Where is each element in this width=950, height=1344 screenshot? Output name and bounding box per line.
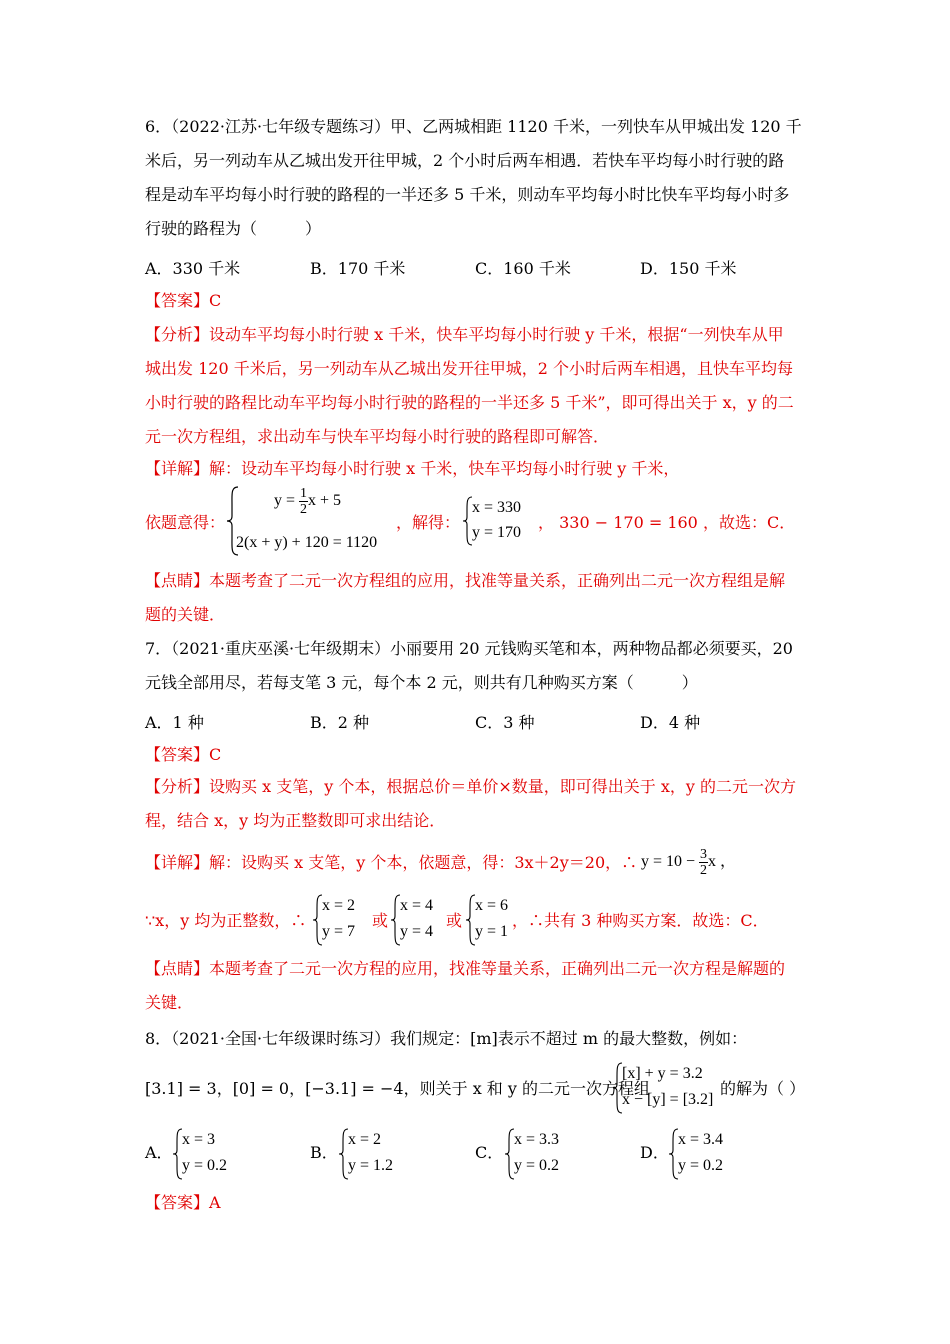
q7-or-2: 或 bbox=[446, 911, 463, 930]
q8-option-d-label: D． bbox=[640, 1143, 669, 1162]
q8-stem-line2: [3.1] = 3，[0] = 0，[−3.1] = −4，则关于 x 和 y 的二元一次方程组 bbox=[145, 1079, 651, 1098]
q8-equation-system: [x] + y = 3.2 x − [y] = [3.2] bbox=[612, 1062, 722, 1114]
q7-answer: 【答案】C bbox=[145, 745, 222, 764]
q7-option-d: D．4 种 bbox=[640, 713, 701, 732]
q8-option-a: x = 3 y = 0.2 bbox=[172, 1128, 262, 1180]
q8-option-c: x = 3.3 y = 0.2 bbox=[504, 1128, 594, 1180]
fraction: $\frac{3}{2}$ bbox=[700, 846, 708, 878]
q6-equation-system bbox=[226, 486, 396, 556]
q7-or-1: 或 bbox=[372, 911, 389, 930]
q8-answer: 【答案】A bbox=[145, 1193, 221, 1212]
q6-detail-label: 【详解】 bbox=[145, 459, 210, 478]
q6-option-b: B．170 千米 bbox=[310, 259, 406, 278]
q8-option-b-label: B． bbox=[310, 1143, 338, 1162]
q6-option-a: A．330 千米 bbox=[145, 259, 241, 278]
q6-analysis-line2: 城出发 120 千米后，另一列动车从乙城出发开往甲城，2 个小时后两车相遇，且快车平均每 bbox=[145, 359, 793, 378]
q6-solve-text: ，解得： bbox=[396, 513, 461, 532]
q6-sol-row2: y = 170 bbox=[472, 524, 522, 541]
q6-note-line1: 【点睛】本题考查了二元一次方程组的应用，找准等量关系，正确列出二元一次方程组是解 bbox=[145, 571, 786, 590]
q6-detail-line1: 【详解】解：设动车平均每小时行驶 x 千米，快车平均每小时行驶 y 千米， bbox=[145, 459, 680, 478]
q7-analysis-line2: 程，结合 x，y 均为正整数即可求出结论． bbox=[145, 811, 446, 830]
q6-eq-row2: 2(x + y) + 120 = 1120 bbox=[236, 534, 378, 551]
q7-option-c: C．3 种 bbox=[475, 713, 535, 732]
q7-note-line1: 【点睛】本题考查了二元一次方程的应用，找准等量关系，正确列出二元一次方程是解题的 bbox=[145, 959, 786, 978]
q6-stem-line1: 6．（2022·江苏·七年级专题练习）甲、乙两城相距 1120 千米，一列快车从甲城出发 120 千 bbox=[145, 117, 802, 136]
q6-answer: 【答案】C bbox=[145, 291, 222, 310]
q7-analysis-line1: 【分析】设购买 x 支笔，y 个本，根据总价＝单价×数量，即可得出关于 x，y 的二元一次方 bbox=[145, 777, 796, 796]
q6-analysis-line3: 小时行驶的路程比动车平均每小时行驶的路程的一半还多 5 千米”，即可得出关于 x，y 的二 bbox=[145, 393, 794, 412]
q7-solution-3: x = 6 y = 1 bbox=[465, 894, 525, 946]
q7-analysis-label: 【分析】 bbox=[145, 777, 210, 796]
q6-calc: ， 330 − 170 = 160 ，故选：C． bbox=[538, 513, 796, 532]
q6-solution-system bbox=[462, 496, 542, 546]
q7-detail-label: 【详解】 bbox=[145, 853, 210, 872]
q6-stem-line4: 行驶的路程为（ ） bbox=[145, 219, 322, 238]
q6-option-c: C．160 千米 bbox=[475, 259, 571, 278]
q7-note-label: 【点睛】 bbox=[145, 959, 210, 978]
q8-option-b: x = 2 y = 1.2 bbox=[338, 1128, 428, 1180]
q7-detail-equation: y = 10 − $\frac{3}{2}$ x ， bbox=[641, 846, 737, 878]
q7-stem-line2: 元钱全部用尽，若每支笔 3 元，每个本 2 元，则共有几种购买方案（ ） bbox=[145, 673, 698, 692]
q6-analysis-label: 【分析】 bbox=[145, 325, 210, 344]
q7-option-b: B．2 种 bbox=[310, 713, 370, 732]
q6-note-label: 【点睛】 bbox=[145, 571, 210, 590]
q6-eq-row1: y = $\frac{1}{2}$ x + 5 bbox=[274, 486, 342, 517]
q7-note-line2: 关键． bbox=[145, 993, 194, 1012]
q7-detail-line1: 【详解】解：设购买 x 支笔，y 个本，依题意，得：3x＋2y＝20，∴ bbox=[145, 853, 638, 872]
q7-conclusion: ，∴共有 3 种购买方案．故选：C． bbox=[512, 911, 769, 930]
q6-analysis-line4: 元一次方程组，求出动车与快车平均每小时行驶的路程即可解答． bbox=[145, 427, 610, 446]
q7-solution-2: x = 4 y = 4 bbox=[390, 894, 450, 946]
q6-analysis-line1: 【分析】设动车平均每小时行驶 x 千米，快车平均每小时行驶 y 千米，根据“一列快车从甲 bbox=[145, 325, 784, 344]
q8-stem-tail: 的解为（ ） bbox=[720, 1079, 806, 1098]
q6-sol-row1: x = 330 bbox=[472, 499, 522, 516]
q6-prefix: 依题意得： bbox=[145, 513, 226, 532]
q7-solution-1: x = 2 y = 7 bbox=[312, 894, 372, 946]
q7-because: ∵x，y 均为正整数，∴ bbox=[145, 911, 307, 930]
q7-option-a: A．1 种 bbox=[145, 713, 204, 732]
q6-note-line2: 题的关键． bbox=[145, 605, 226, 624]
q8-option-d: x = 3.4 y = 0.2 bbox=[668, 1128, 758, 1180]
q8-option-c-label: C． bbox=[475, 1143, 504, 1162]
q6-stem-line2: 米后，另一列动车从乙城出发开往甲城，2 个小时后两车相遇．若快车平均每小时行驶的路 bbox=[145, 151, 785, 170]
q7-stem-line1: 7．（2021·重庆巫溪·七年级期末）小丽要用 20 元钱购买笔和本，两种物品都必须要买，20 bbox=[145, 639, 793, 658]
q8-stem-line1: 8．（2021·全国·七年级课时练习）我们规定：[m]表示不超过 m 的最大整数，例如： bbox=[145, 1029, 748, 1048]
q6-option-d: D．150 千米 bbox=[640, 259, 737, 278]
fraction: $\frac{1}{2}$ bbox=[300, 486, 308, 517]
q8-option-a-label: A． bbox=[145, 1143, 173, 1162]
q6-stem-line3: 程是动车平均每小时行驶的路程的一半还多 5 千米，则动车平均每小时比快车平均每小时多 bbox=[145, 185, 790, 204]
